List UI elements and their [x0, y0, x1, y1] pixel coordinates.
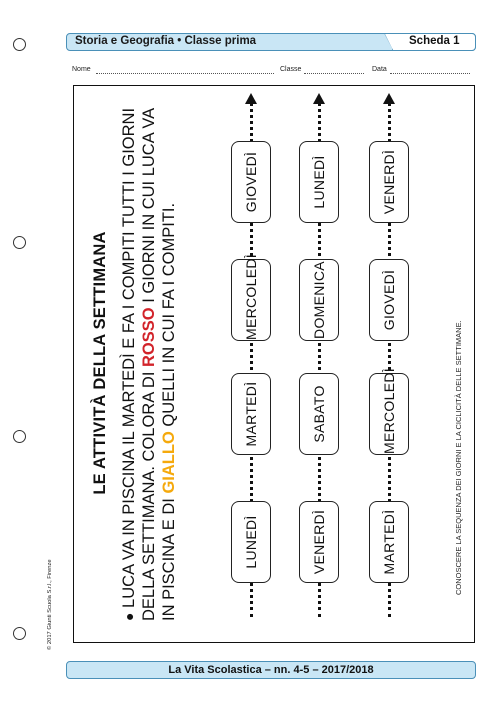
day-box[interactable]: DOMENICA [299, 259, 339, 341]
day-box[interactable]: MERCOLEDÌ [231, 259, 271, 341]
binder-hole [13, 38, 26, 51]
yellow-word: GIALLO [160, 431, 178, 494]
copyright-text: © 2017 Giunti Scuola S.r.l., Firenze [47, 559, 53, 650]
scheda-label: Scheda 1 [409, 35, 460, 47]
instruction-part: QUELLI IN CUI FA I COMPITI. [160, 202, 178, 432]
binder-hole [13, 627, 26, 640]
scheda-tab [392, 33, 476, 51]
instruction-text [119, 101, 179, 621]
binder-hole [13, 236, 26, 249]
day-box[interactable]: GIOVEDÌ [369, 259, 409, 341]
day-box[interactable]: VENERDÌ [299, 501, 339, 583]
day-box[interactable]: LUNEDÌ [299, 141, 339, 223]
header-bar [66, 33, 476, 51]
binder-hole [13, 430, 26, 443]
day-box[interactable]: MARTEDÌ [369, 501, 409, 583]
name-label: Nome [72, 66, 91, 73]
bullet-icon: ● [121, 612, 137, 621]
day-sequence [299, 85, 339, 641]
class-field[interactable] [304, 66, 364, 74]
day-sequence [369, 85, 409, 641]
arrow-right-icon [383, 93, 395, 104]
day-box[interactable]: LUNEDÌ [231, 501, 271, 583]
day-box[interactable]: SABATO [299, 373, 339, 455]
day-box[interactable]: MERCOLEDÌ [369, 373, 409, 455]
arrow-right-icon [313, 93, 325, 104]
header-title: Storia e Geografia • Classe prima [75, 35, 257, 47]
footer-bar: La Vita Scolastica – nn. 4-5 – 2017/2018 [66, 661, 476, 679]
day-box[interactable]: MARTEDÌ [231, 373, 271, 455]
worksheet-title: LE ATTIVITÀ DELLA SETTIMANA [91, 231, 109, 495]
date-label: Data [372, 66, 387, 73]
class-label: Classe [280, 66, 302, 73]
instruction-part: LUCA VA IN PISCINA IL MARTEDÌ E FA I COMPITI TUTTI I GIORNI DELLA SETTIMANA. COLORA DI [120, 107, 158, 621]
name-field[interactable] [96, 66, 274, 74]
date-field[interactable] [390, 66, 470, 74]
worksheet-content [73, 85, 473, 641]
day-box[interactable]: GIOVEDÌ [231, 141, 271, 223]
arrow-right-icon [245, 93, 257, 104]
learning-goal: CONOSCERE LA SEQUENZA DEI GIORNI E LA CICLICITÀ DELLE SETTIMANE. [454, 320, 463, 595]
red-word: ROSSO [140, 307, 158, 367]
day-box[interactable]: VENERDÌ [369, 141, 409, 223]
day-sequence [231, 85, 271, 641]
instruction-part: I GIORNI IN CUI LUCA VA IN PISCINA E DI [140, 108, 178, 621]
